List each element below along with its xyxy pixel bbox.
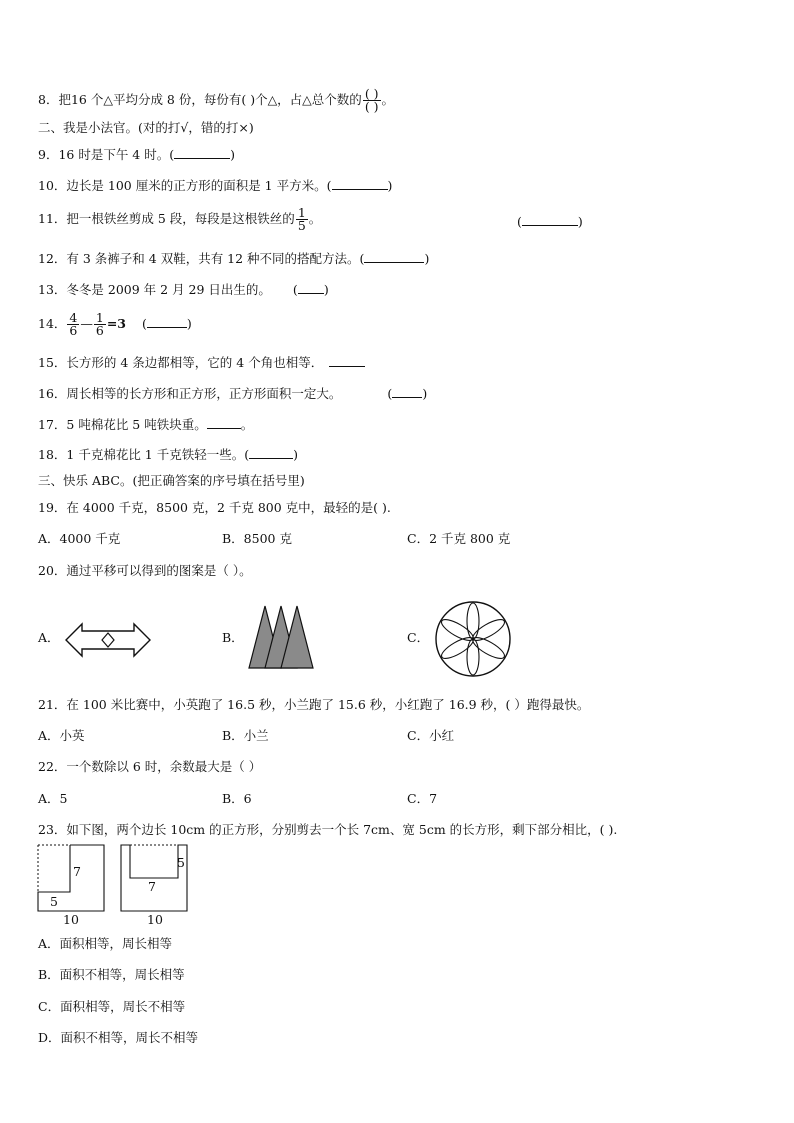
option-b[interactable]: B． (222, 630, 244, 645)
figure-2-width-label: 10 (147, 912, 163, 927)
triangles-figure (247, 604, 315, 670)
question-8: 8．把16 个△平均分成 8 份，每份有( )个△，占△总个数的 $\frac{( )}{( )}$ 。 (38, 86, 395, 114)
option-d[interactable]: D．面积不相等，周长不相等 (38, 1030, 199, 1045)
option-a[interactable]: A．5 (38, 791, 68, 806)
figure-2-side-label: 5 (177, 855, 185, 870)
flower-circle-figure (433, 599, 513, 679)
answer-blank[interactable] (392, 385, 422, 398)
option-b[interactable]: B．面积不相等，周长相等 (38, 967, 185, 982)
answer-blank[interactable] (332, 177, 388, 190)
answer-blank[interactable] (147, 315, 187, 328)
section-3-heading: 三、快乐 ABC。(把正确答案的序号填在括号里) (38, 473, 305, 488)
option-b[interactable]: B．6 (222, 791, 252, 806)
figure-1-bottom-label: 5 (50, 894, 58, 909)
figure-1-side-label: 7 (73, 864, 81, 879)
question-20: 20．通过平移可以得到的图案是（ ）。 (38, 563, 252, 578)
question-19: 19．在 4000 千克，8500 克，2 千克 800 克中，最轻的是( ). (38, 500, 391, 515)
question-22: 22．一个数除以 6 时，余数最大是（ ） (38, 759, 262, 774)
question-18: 18．1 千克棉花比 1 千克铁轻一些。( ) (38, 447, 298, 462)
option-a[interactable]: A．4000 千克 (38, 531, 121, 546)
section-2-heading: 二、我是小法官。(对的打√，错的打×) (38, 120, 254, 135)
figure-1-width-label: 10 (63, 912, 79, 927)
figure-2-inner-label: 7 (148, 879, 156, 894)
option-c[interactable]: C．2 千克 800 克 (407, 531, 511, 546)
fraction-4-6: $\frac{4}{6}$ (69, 310, 78, 338)
answer-blank[interactable] (249, 446, 293, 459)
answer-blank[interactable] (174, 146, 230, 159)
question-13: 13．冬冬是 2009 年 2 月 29 日出生的。 ( ) (38, 282, 329, 297)
question-15: 15．长方形的 4 条边都相等，它的 4 个角也相等． (38, 354, 365, 372)
answer-blank[interactable] (207, 416, 241, 429)
option-a[interactable]: A．面积相等，周长相等 (38, 936, 173, 951)
question-11-fraction: $\frac{1}{5}$ (297, 205, 306, 233)
option-b[interactable]: B．小兰 (222, 728, 269, 743)
option-a[interactable]: A．小英 (38, 728, 85, 743)
option-c[interactable]: C．小红 (407, 728, 455, 743)
question-11: 11．把一根铁丝剪成 5 段，每段是这根铁丝的 $\frac{1}{5}$ 。 (38, 205, 322, 233)
option-c[interactable]: C． (407, 630, 430, 645)
question-12: 12．有 3 条裤子和 4 双鞋，共有 12 种不同的搭配方法。( ) (38, 251, 430, 266)
question-10: 10．边长是 100 厘米的正方形的面积是 1 平方米。( ) (38, 178, 393, 193)
question-9: 9．16 时是下午 4 时。( ) (38, 147, 235, 162)
question-23: 23．如下图，两个边长 10cm 的正方形，分别剪去一个长 7cm、宽 5cm 的长方形，剩下部分相比，( ). (38, 822, 618, 837)
answer-blank[interactable] (329, 354, 365, 367)
option-c[interactable]: C．面积相等，周长不相等 (38, 999, 186, 1014)
question-8-fraction: $\frac{( )}{( )}$ (364, 86, 379, 114)
question-16: 16．周长相等的长方形和正方形，正方形面积一定大。 ( ) (38, 386, 428, 401)
answer-blank[interactable] (364, 250, 424, 263)
option-c[interactable]: C．7 (407, 791, 438, 806)
option-b[interactable]: B．8500 克 (222, 531, 292, 546)
question-21: 21．在 100 米比赛中，小英跑了 16.5 秒，小兰跑了 15.6 秒，小红跑了 16.9 秒，( ）跑得最快。 (38, 697, 590, 712)
answer-blank[interactable] (298, 281, 324, 294)
cut-square-figure-1 (37, 844, 107, 914)
answer-blank[interactable] (522, 213, 578, 226)
question-17: 17．5 吨棉花比 5 吨铁块重。 。 (38, 417, 254, 432)
option-a[interactable]: A． (38, 630, 60, 645)
fraction-1-6: $\frac{1}{6}$ (95, 310, 104, 338)
question-14: 14． $\frac{4}{6}$ — $\frac{1}{6}$ =3 ( ) (38, 310, 192, 338)
question-11-answer: ( ) (517, 214, 583, 229)
question-8-text: 8．把16 个△平均分成 8 份，每份有( )个△，占△总个数的 (38, 92, 362, 107)
double-arrow-figure (64, 620, 154, 660)
